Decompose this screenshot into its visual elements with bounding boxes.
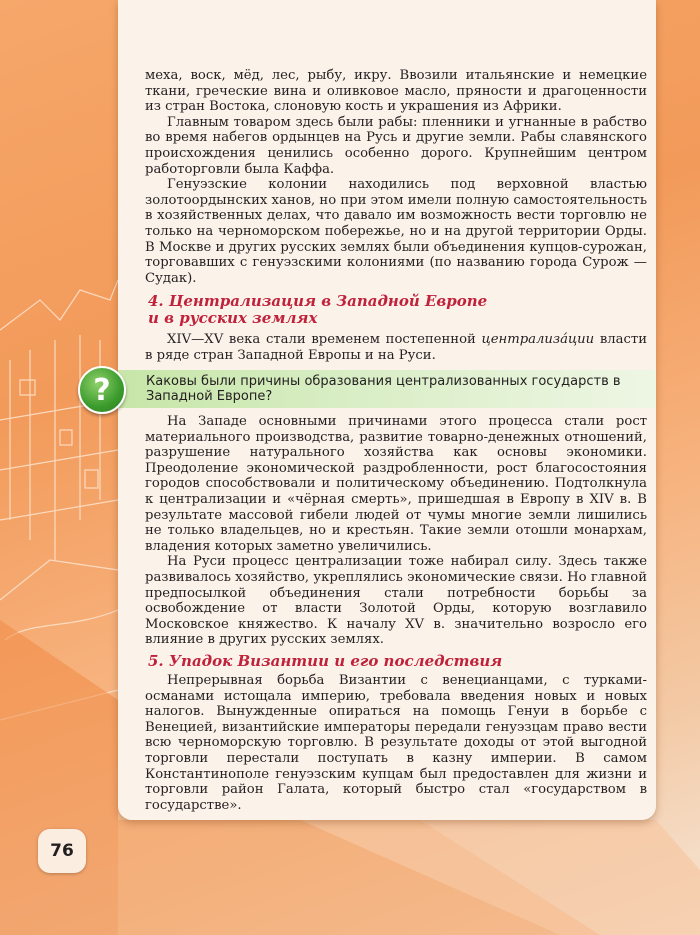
section-heading (148, 293, 487, 327)
body-paragraph: На Западе основными причинами этого процесса стали рост материального производства, развитие товарно-денежных отношений, разрушение натурального хозяйства как основы экономики. Преодоление экономической раздробленности, рост благосостояния городов способствовали и политическому объединению. Подтолкнула к централизации и «чёрная смерть», пришедшая в Европу в XIV в. В результате массовой гибели людей от чумы многие земли лишились не только владельцев, но и крестьян. Такие земли отошли монархам, владения которых заметно увеличились. (145, 414, 647, 554)
section-heading-line: 4. Централизация в Западной Европе (148, 292, 488, 310)
section-body (145, 673, 647, 813)
section-heading-line: 5. Упадок Византии и его последствия (148, 652, 503, 670)
intro-paragraph: Генуэзские колонии находились под верховной властью золотоордынских ханов, но при этом имели полную самостоятельность в хозяйственных делах, что давало им возможность вести торговлю не только на черноморском побережье, но и на другой территории Орды. В Москве и других русских землях были объединения купцов-сурожан, торговавших с генуэзскими колониями (по названию города Сурож — Судак). (145, 177, 647, 286)
section-heading-line: и в русских землях (148, 309, 318, 327)
section-intro (145, 332, 647, 363)
intro-text-block (145, 68, 647, 286)
intro-paragraph: Главным товаром здесь были рабы: пленники и угнанные в рабство во время набегов ордынцев на Русь и другие земли. Рабы славянского происхождения ценились особенно дорого. Крупнейшим центром работорговли была Каффа. (145, 114, 647, 177)
body-paragraph: На Руси процесс централизации тоже набирал силу. Здесь также развивалось хозяйство, укреплялись экономические связи. Но главной предпосылкой объединения стали потребности борьбы за освобождение от власти Золотой Орды, которую возглавило Московское княжество. К началу XV в. значительно возросло его влияние в других русских землях. (145, 554, 647, 648)
body-paragraph: Непрерывная борьба Византии с венецианцами, с турками-османами истощала империю, требовала введения новых и новых налогов. Вынужденные опираться на помощь Генуи в борьбе с Венецией, византийские императоры передали генуэзцам право вести всю черноморскую торговлю. В результате доходы от этой выгодной торговли перестали поступать в казну империи. В самом Константинополе генуэзским купцам был предоставлен для жизни и торговли район Галата, который быстро стал «государством в государстве». (145, 673, 647, 813)
section-heading (148, 653, 502, 670)
question-icon: ? (78, 366, 126, 414)
page-number: 76 (38, 829, 86, 873)
key-term: централиза́ции (481, 332, 595, 347)
section-intro-text: XIV—XV века стали временем постепенной (167, 332, 482, 347)
section-body (145, 414, 647, 648)
section-intro-text: власти в ряде стран Западной Европы и на Руси. (145, 332, 647, 363)
intro-paragraph: меха, воск, мёд, лес, рыбу, икру. Ввозили итальянские и немецкие ткани, греческие вина и оливковое масло, пряности и драгоценности из стран Востока, слоновую кость и украшения из Африки. (145, 68, 647, 115)
question-text: Каковы были причины образования централизованных государств в Западной Европе? (146, 374, 621, 404)
